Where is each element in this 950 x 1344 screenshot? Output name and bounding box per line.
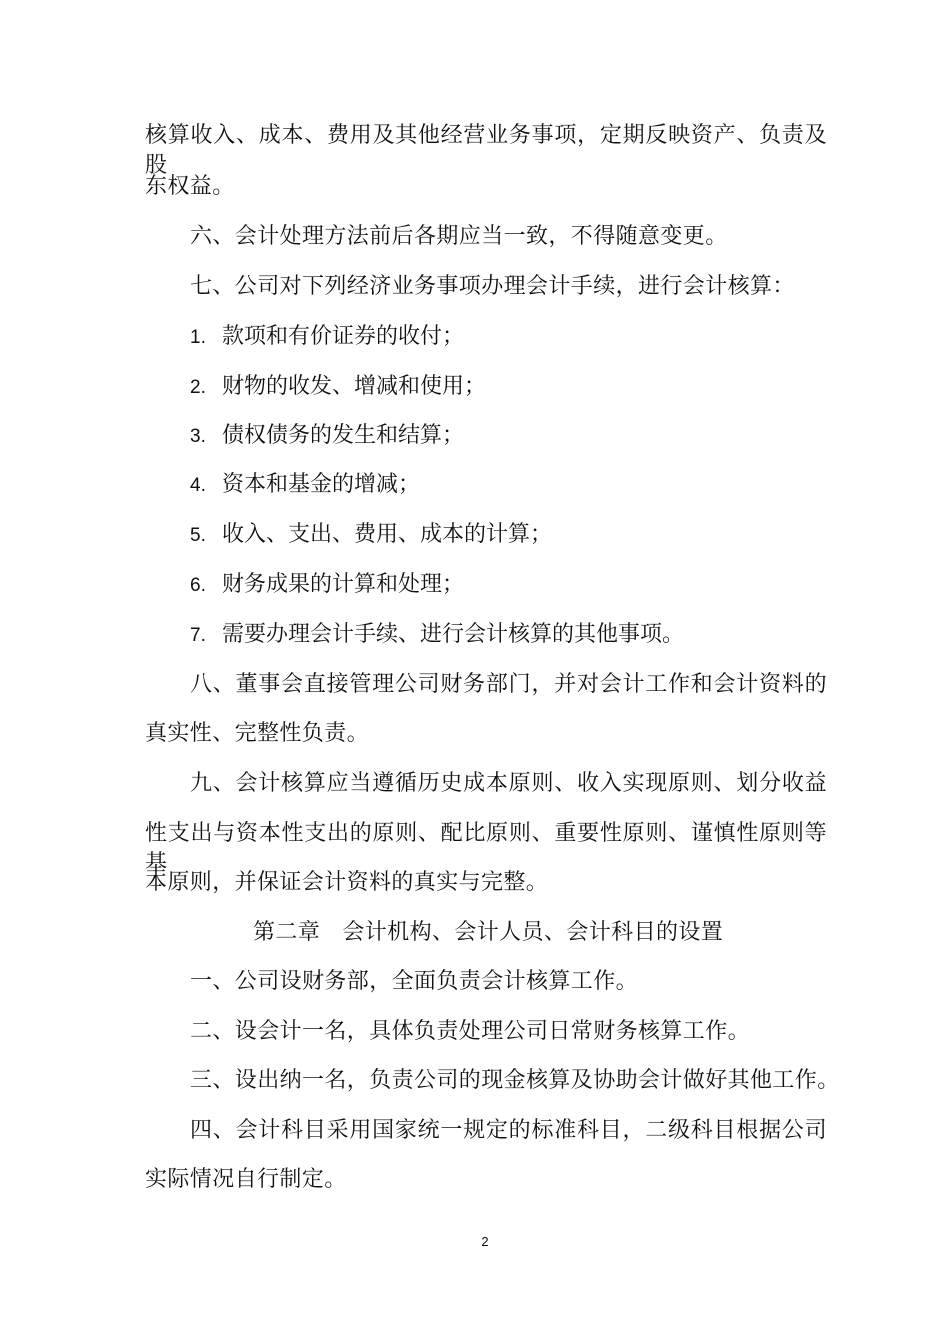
paragraph-line: 四、会计科目采用国家统一规定的标准科目，二级科目根据公司 xyxy=(190,1118,827,1143)
paragraph-line: 一、公司设财务部，全面负责会计核算工作。 xyxy=(190,969,639,994)
list-number: 2. xyxy=(190,377,206,398)
list-number: 6. xyxy=(190,575,206,596)
list-text: 需要办理会计手续、进行会计核算的其他事项。 xyxy=(222,622,685,647)
list-item xyxy=(190,470,420,501)
list-text: 资本和基金的增减； xyxy=(222,472,421,497)
chapter-heading: 第二章 会计机构、会计人员、会计科目的设置 xyxy=(253,920,724,945)
paragraph-line: 真实性、完整性负责。 xyxy=(145,721,370,746)
paragraph-line: 九、会计核算应当遵循历史成本原则、收入实现原则、划分收益 xyxy=(190,771,827,796)
paragraph-line: 性支出与资本性支出的原则、配比原则、重要性原则、谨慎性原则等基 xyxy=(145,821,827,876)
list-number: 5. xyxy=(190,525,206,546)
paragraph-line: 七、公司对下列经济业务事项办理会计手续，进行会计核算： xyxy=(190,274,795,299)
list-text: 债权债务的发生和结算； xyxy=(222,423,465,448)
paragraph-line: 本原则，并保证会计资料的真实与完整。 xyxy=(145,870,549,895)
paragraph-line: 实际情况自行制定。 xyxy=(145,1167,347,1192)
list-item xyxy=(190,520,552,551)
paragraph-line: 东权益。 xyxy=(145,174,235,199)
list-item xyxy=(190,570,464,601)
list-text: 财物的收发、增减和使用； xyxy=(222,374,487,399)
list-item xyxy=(190,421,464,452)
paragraph-line: 核算收入、成本、费用及其他经营业务事项，定期反映资产、负责及股 xyxy=(145,123,827,178)
list-number: 1. xyxy=(190,327,206,348)
paragraph-line: 二、设会计一名，具体负责处理公司日常财务核算工作。 xyxy=(190,1019,751,1044)
list-item xyxy=(190,620,684,651)
list-number: 7. xyxy=(190,625,206,646)
list-text: 款项和有价证券的收付； xyxy=(222,324,465,349)
list-number: 3. xyxy=(190,426,206,447)
page-number: 2 xyxy=(481,1234,489,1249)
list-number: 4. xyxy=(190,475,206,496)
list-item xyxy=(190,372,486,403)
list-text: 收入、支出、费用、成本的计算； xyxy=(222,522,553,547)
paragraph-line: 八、董事会直接管理公司财务部门，并对会计工作和会计资料的 xyxy=(190,672,827,697)
paragraph-line: 六、会计处理方法前后各期应当一致，不得随意变更。 xyxy=(190,224,728,249)
list-text: 财务成果的计算和处理； xyxy=(222,572,465,597)
paragraph-line: 三、设出纳一名，负责公司的现金核算及协助会计做好其他工作。 xyxy=(190,1068,840,1093)
list-item xyxy=(190,322,464,353)
